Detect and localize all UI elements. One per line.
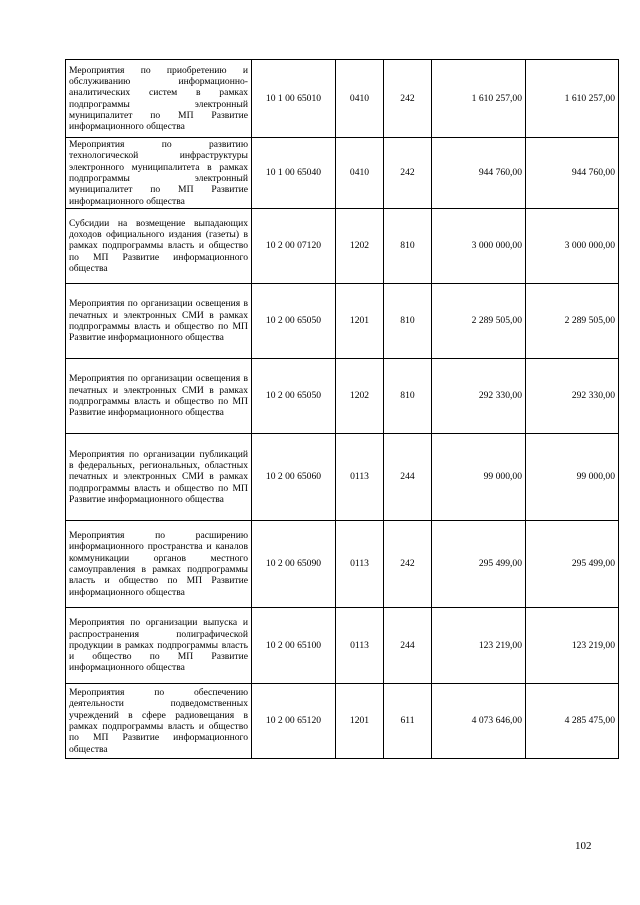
row-rz-cell: 1202 (336, 359, 384, 434)
row-rz-cell: 0113 (336, 521, 384, 608)
row-csr-cell: 10 2 00 65050 (252, 359, 336, 434)
row-name-cell: Мероприятия по обеспечению деятельности подведомственных учреждений в сфере радиовещания в рамках подпрограммы власть и общество по МП Развитие информационного общества (66, 684, 252, 759)
row-amount2-cell: 4 285 475,00 (526, 684, 619, 759)
row-vr-cell: 810 (384, 284, 432, 359)
row-csr-cell: 10 1 00 65040 (252, 138, 336, 209)
row-name-cell: Мероприятия по организации освещения в печатных и электронных СМИ в рамках подпрограммы власть и общество по МП Развитие информационного общества (66, 284, 252, 359)
table-row (66, 359, 619, 434)
row-amount2-cell: 3 000 000,00 (526, 209, 619, 284)
row-csr-cell: 10 2 00 07120 (252, 209, 336, 284)
row-name-cell: Мероприятия по приобретению и обслуживанию информационно-аналитических систем в рамках подпрограммы электронный муниципалитет по МП Развитие информационного общества (66, 60, 252, 138)
row-amount1-cell: 292 330,00 (432, 359, 526, 434)
row-amount1-cell: 295 499,00 (432, 521, 526, 608)
page-number: 102 (575, 840, 592, 852)
table-row (66, 434, 619, 521)
row-amount2-cell: 295 499,00 (526, 521, 619, 608)
row-amount1-cell: 2 289 505,00 (432, 284, 526, 359)
row-vr-cell: 242 (384, 521, 432, 608)
row-vr-cell: 611 (384, 684, 432, 759)
row-csr-cell: 10 2 00 65060 (252, 434, 336, 521)
row-amount2-cell: 1 610 257,00 (526, 60, 619, 138)
row-rz-cell: 0113 (336, 608, 384, 684)
row-name-cell: Мероприятия по организации выпуска и распространения полиграфической продукции в рамках подпрограммы власть и общество по МП Развитие информационного общества (66, 608, 252, 684)
row-amount2-cell: 2 289 505,00 (526, 284, 619, 359)
row-amount1-cell: 1 610 257,00 (432, 60, 526, 138)
row-csr-cell: 10 2 00 65120 (252, 684, 336, 759)
row-vr-cell: 242 (384, 60, 432, 138)
row-amount1-cell: 3 000 000,00 (432, 209, 526, 284)
row-name-cell: Мероприятия по расширению информационного пространства и каналов коммуникации органов местного самоуправления в рамках подпрограммы власть и общество по МП Развитие информационного общества (66, 521, 252, 608)
row-vr-cell: 244 (384, 434, 432, 521)
table-row (66, 684, 619, 759)
table-row (66, 284, 619, 359)
budget-table-body (66, 60, 619, 759)
row-vr-cell: 242 (384, 138, 432, 209)
row-rz-cell: 0410 (336, 60, 384, 138)
row-rz-cell: 1201 (336, 684, 384, 759)
row-name-cell: Мероприятия по развитию технологической инфраструктуры электронного муниципалитета в рамках подпрограммы электронный муниципалитет по МП Развитие информационного общества (66, 138, 252, 209)
table-row (66, 521, 619, 608)
row-amount1-cell: 99 000,00 (432, 434, 526, 521)
row-vr-cell: 810 (384, 359, 432, 434)
row-rz-cell: 0410 (336, 138, 384, 209)
row-csr-cell: 10 2 00 65050 (252, 284, 336, 359)
row-amount1-cell: 944 760,00 (432, 138, 526, 209)
row-csr-cell: 10 1 00 65010 (252, 60, 336, 138)
row-amount1-cell: 4 073 646,00 (432, 684, 526, 759)
table-row (66, 209, 619, 284)
row-amount2-cell: 99 000,00 (526, 434, 619, 521)
row-amount1-cell: 123 219,00 (432, 608, 526, 684)
budget-table (65, 59, 619, 759)
table-row (66, 138, 619, 209)
row-vr-cell: 810 (384, 209, 432, 284)
row-amount2-cell: 944 760,00 (526, 138, 619, 209)
row-csr-cell: 10 2 00 65090 (252, 521, 336, 608)
row-csr-cell: 10 2 00 65100 (252, 608, 336, 684)
row-amount2-cell: 292 330,00 (526, 359, 619, 434)
row-rz-cell: 1202 (336, 209, 384, 284)
row-name-cell: Мероприятия по организации публикаций в федеральных, региональных, областных печатных и электронных СМИ в рамках подпрограммы власть и общество по МП Развитие информационного общества (66, 434, 252, 521)
table-row (66, 60, 619, 138)
row-name-cell: Субсидии на возмещение выпадающих доходов официального издания (газеты) в рамках подпрограммы власть и общество по МП Развитие информационного общества (66, 209, 252, 284)
row-amount2-cell: 123 219,00 (526, 608, 619, 684)
row-rz-cell: 1201 (336, 284, 384, 359)
row-vr-cell: 244 (384, 608, 432, 684)
row-name-cell: Мероприятия по организации освещения в печатных и электронных СМИ в рамках подпрограммы власть и общество по МП Развитие информационного общества (66, 359, 252, 434)
table-row (66, 608, 619, 684)
row-rz-cell: 0113 (336, 434, 384, 521)
